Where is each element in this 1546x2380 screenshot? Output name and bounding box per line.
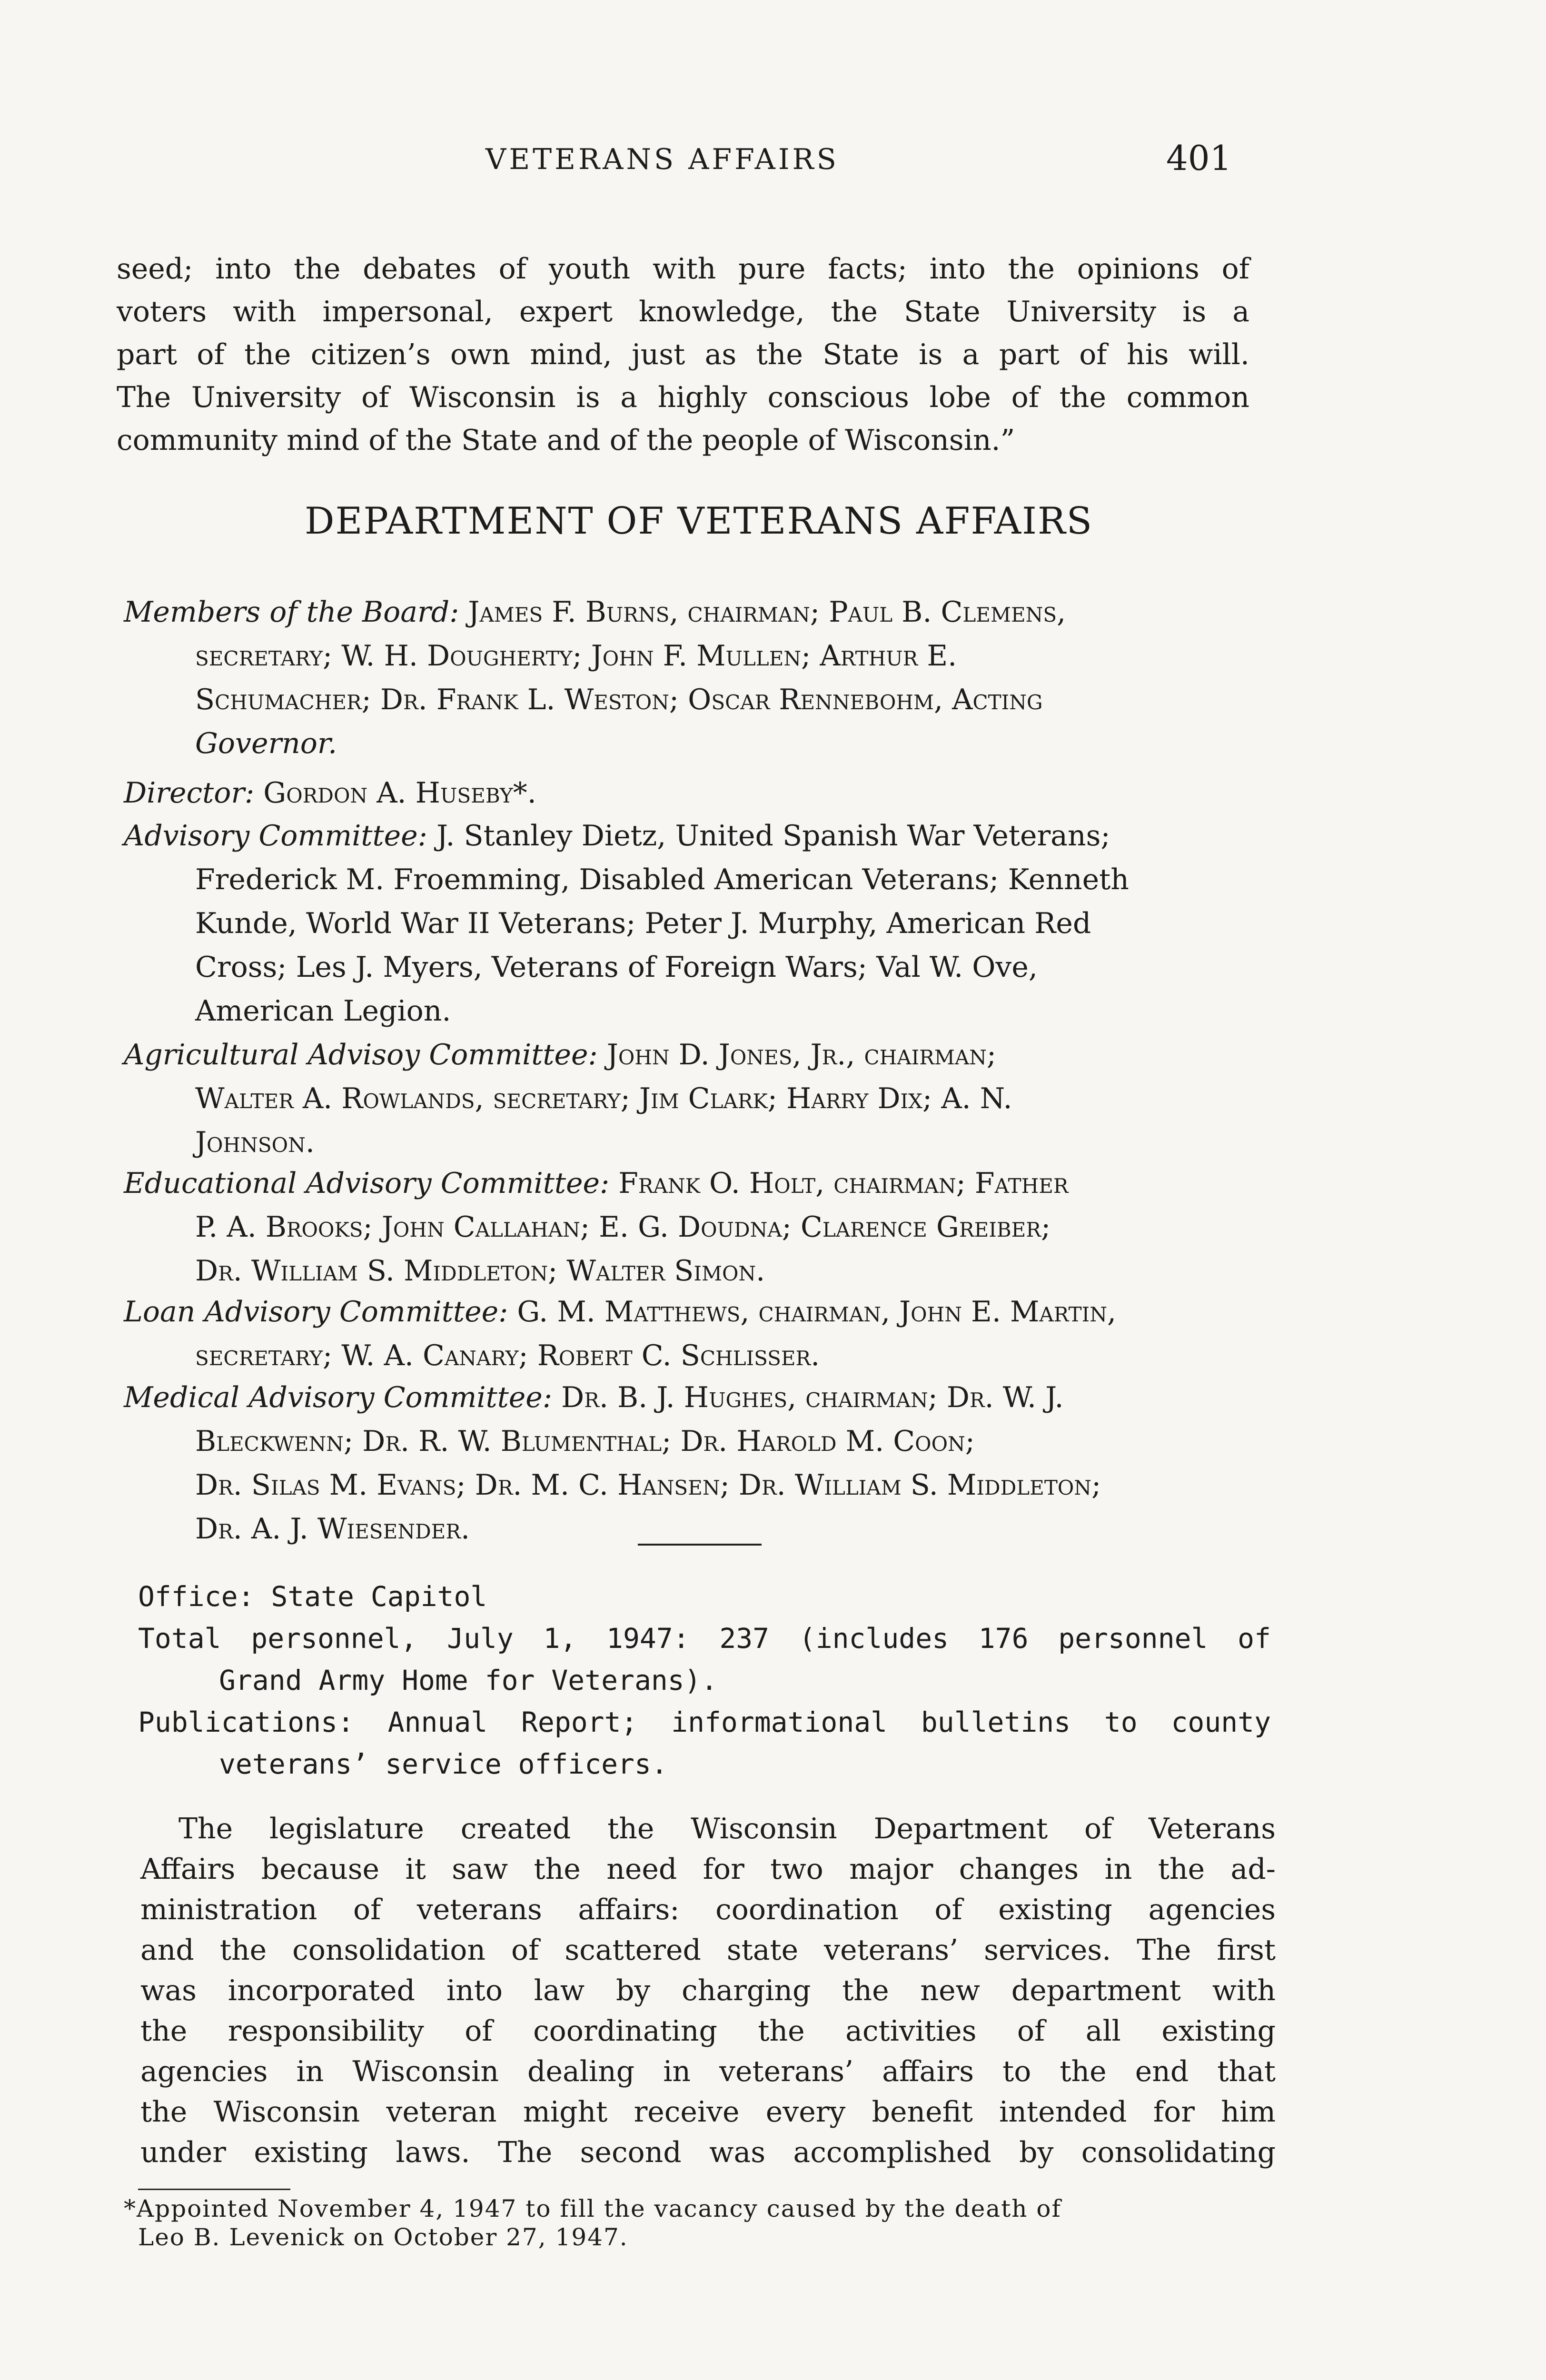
page-number: 401: [1166, 138, 1232, 178]
entry-line: P. A. Brooks; John Callahan; E. G. Doudna; Clarence Greiber;: [195, 1210, 1051, 1244]
entry-line: American Legion.: [195, 994, 451, 1028]
entry-label: Agricultural Advisoy Committee:: [124, 1038, 598, 1071]
body-line: agencies in Wisconsin dealing in veterans’ affairs to the end that: [140, 2055, 1276, 2088]
director-entry: [124, 771, 1266, 815]
personnel-line: Total personnel, July 1, 1947: 237 (includes 176 personnel of: [138, 1622, 1271, 1655]
entry-line: Bleckwenn; Dr. R. W. Blumenthal; Dr. Harold M. Coon;: [195, 1425, 975, 1458]
footnote-line: *Appointed November 4, 1947 to fill the vacancy caused by the death of: [124, 2195, 1061, 2222]
personnel-line: Grand Army Home for Veterans).: [219, 1664, 718, 1696]
body-line: the responsibility of coordinating the activities of all existing: [140, 2014, 1276, 2048]
entry-label: Educational Advisory Committee:: [124, 1167, 610, 1200]
running-header: VETERANS AFFAIRS: [486, 143, 839, 176]
entry-line: secretary; W. A. Canary; Robert C. Schlisser.: [195, 1339, 820, 1372]
entry-line: Frank O. Holt, chairman; Father: [618, 1167, 1069, 1200]
intro-line: community mind of the State and of the people of Wisconsin.”: [117, 424, 1015, 457]
body-line: was incorporated into law by charging the new department with: [140, 1974, 1276, 2007]
entry-line: Schumacher; Dr. Frank L. Weston; Oscar Rennebohm, Acting: [195, 683, 1043, 716]
entry-label: Members of the Board:: [124, 595, 459, 629]
body-line: ministration of veterans affairs: coordination of existing agencies: [140, 1893, 1276, 1926]
entry-line: John D. Jones, Jr., chairman;: [606, 1038, 997, 1071]
intro-line: voters with impersonal, expert knowledge, the State University is a: [117, 295, 1249, 328]
loan-committee-entry: [124, 1290, 1266, 1378]
section-heading: DEPARTMENT OF VETERANS AFFAIRS: [305, 500, 1093, 543]
entry-line: secretary; W. H. Dougherty; John F. Mullen; Arthur E.: [195, 639, 957, 673]
entry-line: Frederick M. Froemming, Disabled American Veterans; Kenneth: [195, 863, 1129, 896]
entry-line: Dr. A. J. Wiesender.: [195, 1512, 470, 1546]
entry-label: Loan Advisory Committee:: [124, 1295, 508, 1329]
section-divider: [638, 1544, 762, 1546]
entry-line: Cross; Les J. Myers, Veterans of Foreign Wars; Val W. Ove,: [195, 951, 1038, 984]
entry-line: Dr. William S. Middleton; Walter Simon.: [195, 1254, 765, 1288]
advisory-committee-entry: [124, 814, 1266, 1033]
entry-line: Johnson.: [195, 1126, 315, 1159]
body-line: the Wisconsin veteran might receive every benefit intended for him: [140, 2095, 1276, 2129]
entry-line: G. M. Matthews, chairman, John E. Martin,: [517, 1295, 1117, 1329]
board-members-entry: [124, 590, 1266, 765]
entry-label: Medical Advisory Committee:: [124, 1381, 553, 1414]
intro-paragraph: [117, 248, 1249, 462]
body-line: Affairs because it saw the need for two major changes in the ad-: [140, 1853, 1276, 1886]
educational-committee-entry: [124, 1161, 1266, 1293]
footnote-rule: [138, 2189, 290, 2190]
footnote: [124, 2194, 1266, 2251]
entry-line: Governor.: [195, 727, 337, 760]
entry-line: James F. Burns, chairman; Paul B. Clemens,: [468, 595, 1066, 629]
entry-label: Advisory Committee:: [124, 819, 427, 853]
publications-line: Publications: Annual Report; informational bulletins to county: [138, 1706, 1271, 1738]
medical-committee-entry: [124, 1376, 1266, 1551]
entry-line: Kunde, World War II Veterans; Peter J. Murphy, American Red: [195, 907, 1091, 940]
footnote-line: Leo B. Levenick on October 27, 1947.: [138, 2223, 628, 2251]
entry-line: Walter A. Rowlands, secretary; Jim Clark; Harry Dix; A. N.: [195, 1082, 1012, 1115]
entry-line: Dr. Silas M. Evans; Dr. M. C. Hansen; Dr. William S. Middleton;: [195, 1468, 1101, 1502]
body-line: under existing laws. The second was accomplished by consolidating: [140, 2136, 1276, 2169]
intro-line: part of the citizen’s own mind, just as the State is a part of his will.: [117, 338, 1249, 371]
entry-label: Director:: [124, 776, 255, 810]
intro-line: The University of Wisconsin is a highly conscious lobe of the common: [117, 381, 1249, 414]
publications-line: veterans’ service officers.: [219, 1748, 668, 1780]
intro-line: seed; into the debates of youth with pure facts; into the opinions of: [117, 252, 1249, 286]
body-line: The legislature created the Wisconsin Department of Veterans: [178, 1812, 1276, 1845]
body-line: and the consolidation of scattered state veterans’ services. The first: [140, 1934, 1276, 1967]
agricultural-committee-entry: [124, 1033, 1266, 1164]
entry-line: Dr. B. J. Hughes, chairman; Dr. W. J.: [561, 1381, 1064, 1414]
office-line: Office: State Capitol: [138, 1580, 487, 1613]
body-paragraph: [140, 1809, 1276, 2173]
office-info: [138, 1576, 1271, 1785]
entry-line: J. Stanley Dietz, United Spanish War Veterans;: [436, 819, 1110, 853]
entry-line: Gordon A. Huseby*.: [263, 776, 536, 810]
